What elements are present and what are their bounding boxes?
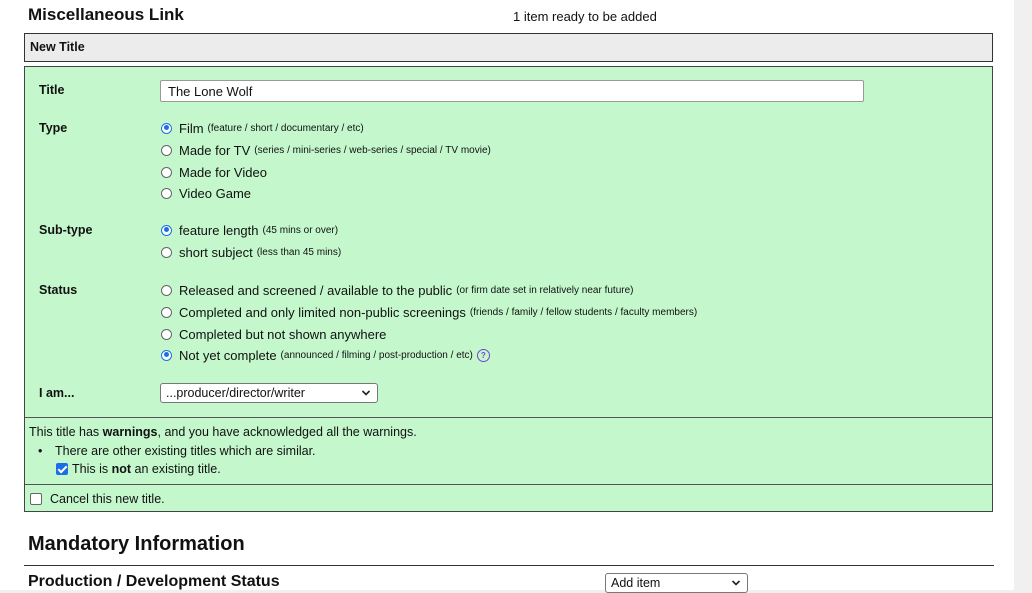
subtype-option-short[interactable]: [161, 243, 341, 261]
radio-button[interactable]: [161, 329, 172, 340]
warning-text: This title has warnings, and you have acknowledged all the warnings.: [29, 425, 417, 439]
option-hint: (or firm date set in relatively near future): [456, 284, 634, 296]
option-label: feature length: [179, 222, 259, 238]
option-hint: (less than 45 mins): [256, 246, 342, 258]
new-title-header: [24, 33, 993, 62]
subtype-option-feature[interactable]: [161, 221, 338, 239]
new-title-form: [24, 66, 993, 512]
type-option-video-game[interactable]: [161, 184, 251, 202]
add-item-select-value: Add item: [611, 576, 661, 590]
radio-button[interactable]: [161, 307, 172, 318]
status-option-not-complete[interactable]: [161, 346, 490, 364]
chevron-down-icon: [361, 386, 371, 400]
option-hint: (friends / family / fellow students / faculty members): [469, 306, 698, 318]
iam-select-value: ...producer/director/writer: [166, 386, 305, 400]
status-option-not-shown[interactable]: [161, 325, 386, 343]
new-title-heading: New Title: [30, 40, 85, 54]
radio-button[interactable]: [161, 145, 172, 156]
production-status-title: Production / Development Status: [28, 573, 280, 590]
question-circle-icon[interactable]: ?: [477, 349, 490, 362]
status-label: Status: [39, 283, 78, 297]
radio-button[interactable]: [161, 247, 172, 258]
divider: [24, 565, 994, 566]
title-label: Title: [39, 83, 65, 97]
section-title: Miscellaneous Link: [28, 5, 184, 24]
warning-item: • There are other existing titles which are similar.: [41, 444, 316, 458]
iam-label: I am...: [39, 386, 75, 400]
ready-status: 1 item ready to be added: [513, 9, 657, 24]
warnings-section: [25, 417, 992, 484]
type-option-film[interactable]: [161, 119, 364, 137]
type-label: Type: [39, 121, 68, 135]
iam-select[interactable]: [160, 383, 378, 403]
cancel-label: Cancel this new title.: [50, 492, 165, 506]
cancel-checkbox[interactable]: [30, 493, 42, 505]
option-hint: (announced / filming / post-production / etc): [280, 349, 473, 361]
option-label: Completed and only limited non-public screenings: [179, 304, 466, 320]
option-label: Film: [179, 120, 204, 136]
type-option-made-for-tv[interactable]: [161, 141, 491, 159]
cancel-section: [25, 484, 992, 512]
radio-button[interactable]: [161, 350, 172, 361]
radio-button[interactable]: [161, 167, 172, 178]
radio-button[interactable]: [161, 225, 172, 236]
option-label: short subject: [179, 244, 253, 260]
chevron-down-icon: [731, 576, 741, 590]
acknowledge-label: This is not an existing title.: [72, 462, 221, 476]
title-input[interactable]: [160, 80, 864, 102]
acknowledge-checkbox[interactable]: [56, 463, 68, 475]
radio-button[interactable]: [161, 285, 172, 296]
mandatory-heading: Mandatory Information: [28, 533, 245, 555]
option-hint: (feature / short / documentary / etc): [207, 122, 364, 134]
option-hint: (series / mini-series / web-series / special / TV movie): [254, 144, 491, 156]
radio-button[interactable]: [161, 123, 172, 134]
type-option-made-for-video[interactable]: [161, 163, 267, 181]
status-option-limited[interactable]: [161, 303, 697, 321]
radio-button[interactable]: [161, 188, 172, 199]
option-label: Made for TV: [179, 142, 251, 158]
cancel-row[interactable]: [30, 492, 165, 506]
option-label: Released and screened / available to the public: [179, 282, 453, 298]
subtype-label: Sub-type: [39, 223, 93, 237]
option-label: Completed but not shown anywhere: [179, 326, 387, 342]
acknowledge-row[interactable]: [56, 462, 221, 476]
option-hint: (45 mins or over): [262, 224, 339, 236]
status-option-released[interactable]: [161, 281, 633, 299]
option-label: Video Game: [179, 185, 252, 201]
add-item-select[interactable]: [605, 573, 748, 593]
option-label: Not yet complete: [179, 347, 277, 363]
option-label: Made for Video: [179, 164, 267, 180]
